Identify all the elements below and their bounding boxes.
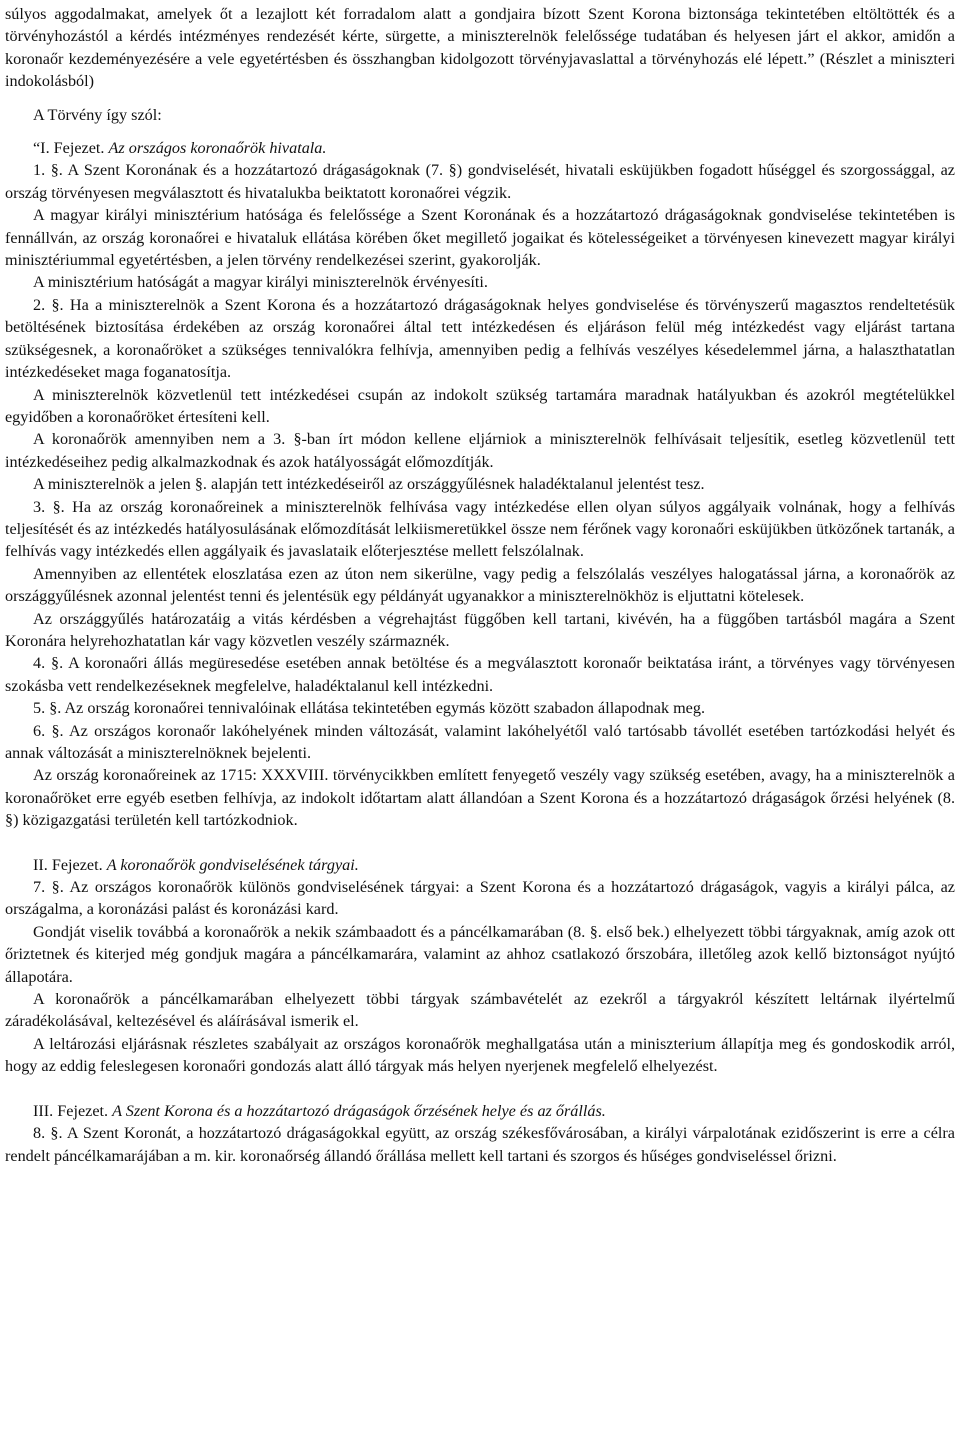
section-7-paragraph: 7. §. Az országos koronaőrök különös gondviselésének tárgyai: a Szent Korona és a hozzátartozó drágaságok, vagyis a királyi pálca, az országalma, a koronázási palást és koronázási kard. bbox=[5, 878, 955, 919]
law-intro: A Törvény így szól: bbox=[33, 105, 162, 124]
chapter-1-label: “I. Fejezet. bbox=[33, 139, 109, 158]
section-3-paragraph: 3. §. Ha az ország koronaőreinek a miniszterelnök felhívása vagy intézkedése ellen olyan súlyos aggályaik volnának, hogy a felhívás teljesítését és az intézkedés hatályosulásának előmozdítását lelkiismeretükkel össze nem férőnek vagy koronaőri esküjükben ütközőnek tartanák, a felhívás vagy intézkedés ellen aggályaik és javaslataik előterjesztése mellett felszólalnak. bbox=[5, 497, 955, 561]
paragraph: A koronaőrök a páncélkamarában elhelyezett többi tárgyak számbavételét az ezekről a tárgyakról készített leltárnak ilyértelmű záradékolásával, keltezésével és aláírásával ismerik el. bbox=[5, 990, 955, 1031]
chapter-2-title: A koronaőrök gondviselésének tárgyai. bbox=[106, 855, 359, 874]
chapter-1-title: Az országos koronaőrök hivatala. bbox=[108, 139, 327, 158]
section-8-paragraph: 8. §. A Szent Koronát, a hozzátartozó drágaságokkal együtt, az ország székesfővárosában, a királyi várpalotának ezidőszerint is erre a célra rendelt páncélkamarájában a m. kir. koronaőrség állandó őrállása mellett kell tartani és szorgos és hűséges gondviseléssel őrizni. bbox=[5, 1124, 955, 1165]
chapter-3-heading bbox=[5, 1100, 955, 1122]
section-4-paragraph: 4. §. A koronaőri állás megüresedése esetében annak betöltése és a megválasztott koronaőr beiktatása iránt, a törvényes vagy törvényesen szokásba vett rendelkezéseknek megfelelve, haladéktalanul kell intézkedni. bbox=[5, 654, 955, 695]
chapter-2-heading bbox=[5, 854, 955, 876]
section-6-paragraph: 6. §. Az országos koronaőr lakóhelyének minden változását, valamint lakóhelyétől való tartósabb távollét esetében tartózkodási helyét és annak változását a miniszterelnöknek bejelenti. bbox=[5, 721, 955, 762]
paragraph: A miniszterelnök a jelen §. alapján tett intézkedéseiről az országgyűlésnek haladéktalanul jelentést tesz. bbox=[33, 475, 705, 494]
paragraph: Az országgyűlés határozatáig a vitás kérdésben a végrehajtást függőben kell tartani, kivévén, ha a függőben tartásból magára a Szent Koronára helyrehozhatatlan kár vagy közvetlen veszély származnék. bbox=[5, 609, 955, 650]
paragraph: A minisztérium hatóságát a magyar királyi miniszterelnök érvényesíti. bbox=[33, 273, 488, 292]
intro-paragraph: súlyos aggodalmakat, amelyek őt a lezajlott két forradalom alatt a gondjaira bízott Szent Korona biztonsága tekintetében eltöltötték és a törvényhozástól a kérdés intézményes rendezését kérte, sürgette, a miniszterelnök felelőssége tudatában és helyesen járt el akkor, amidőn a koronaőr kezdeményezésére a vele egyetértésben és összhangban kidolgozott törvényjavaslattal a törvényhozás elé lépett.” (Részlet a miniszteri indokolásból) bbox=[5, 5, 955, 91]
chapter-3-title: A Szent Korona és a hozzátartozó drágaságok őrzésének helye és az őrállás. bbox=[112, 1101, 606, 1120]
chapter-1-heading bbox=[5, 137, 955, 159]
chapter-2-label: II. Fejezet. bbox=[33, 855, 107, 874]
chapter-3-label: III. Fejezet. bbox=[33, 1101, 113, 1120]
paragraph: A miniszterelnök közvetlenül tett intézkedései csupán az indokolt szükség tartamára maradnak hatályukban és azokról megtételükkel egyidőben a koronaőröket értesíteni kell. bbox=[5, 385, 955, 426]
paragraph: A leltározási eljárásnak részletes szabályait az országos koronaőrök meghallgatása után a miniszterium állapítja meg és gondoskodik arról, hogy az eddig feleslegesen koronaőri gondozás alatt álló tárgyak más helyen nyerjenek megfelelő elhelyezést. bbox=[5, 1034, 955, 1076]
section-5-paragraph: 5. §. Az ország koronaőrei tennivalóinak ellátása tekintetében egymás között szabadon állapodnak meg. bbox=[33, 699, 706, 718]
paragraph: Gondját viselik továbbá a koronaőrök a nekik számbaadott és a páncélkamarában (8. §. első bek.) elhelyezett többi tárgyaknak, amíg azok ott őriztetnek és kiterjed még gondjuk magára a páncélkamarára, valamint az ahhoz csatlakozó őrszobára, illetőleg azok kellő biztonságot nyújtó állapotára. bbox=[5, 922, 955, 986]
paragraph: Amennyiben az ellentétek eloszlatása ezen az úton nem sikerülne, vagy pedig a felszólalás veszélyes halogatással járna, a koronaőrök az országgyűlésnek azonnal jelentést tenni és jelentésük egy példányát ugyanakkor a miniszterelnökhöz is eljuttatni kötelesek. bbox=[5, 564, 955, 606]
section-2-paragraph: 2. §. Ha a miniszterelnök a Szent Korona és a hozzátartozó drágaságoknak helyes gondviselése és törvényszerű magasztos rendeltetésük betöltésének biztosítása érdekében az ország koronaőrei által tett intézkedésen és eljáráson felül még intézkedést vagy eljárást tartana szükségesnek, a koronaőröket a szükséges tennivalókra felhívja, amennyiben pedig a felhívás veszélyes késedelemmel járna, a halaszthatatlan intézkedéseket maga foganatosítja. bbox=[5, 295, 955, 382]
paragraph: A koronaőrök amennyiben nem a 3. §-ban írt módon kellene eljárniok a miniszterelnök felhívásait teljesítik, esetleg közvetlenül tett intézkedéseihez pedig alkalmazkodnak és azok hatályosságát előmozdítják. bbox=[5, 430, 955, 471]
section-1-paragraph: 1. §. A Szent Koronának és a hozzátartozó drágaságoknak (7. §) gondviselését, hivatali esküjükben fogadott hűséggel és szorgossággal, az ország törvényesen megválasztott és hivatalukba beiktatott koronaőrei végzik. bbox=[5, 161, 955, 202]
paragraph: Az ország koronaőreinek az 1715: XXXVIII. törvénycikkben említett fenyegető veszély vagy szükség esetében, avagy, ha a miniszterelnök a koronaőröket erre egyéb esetben felhívja, az indokolt időtartam alatt állandóan a Szent Korona és a hozzátartozó drágaságok őrzési helyének (8. §) közigazgatási területén kell tartózkodniok. bbox=[5, 766, 955, 830]
paragraph: A magyar királyi minisztérium hatósága és felelőssége a Szent Koronának és a hozzátartozó drágaságoknak gondviselése tekintetében is fennállván, az ország koronaőrei e hivataluk ellátása körében őket megillető jogaikat és kötelességeiket a törvényesen kinevezett magyar királyi minisztériummal egyetértésben, a jelen törvény rendelkezései szerint, gyakorolják. bbox=[5, 206, 955, 270]
